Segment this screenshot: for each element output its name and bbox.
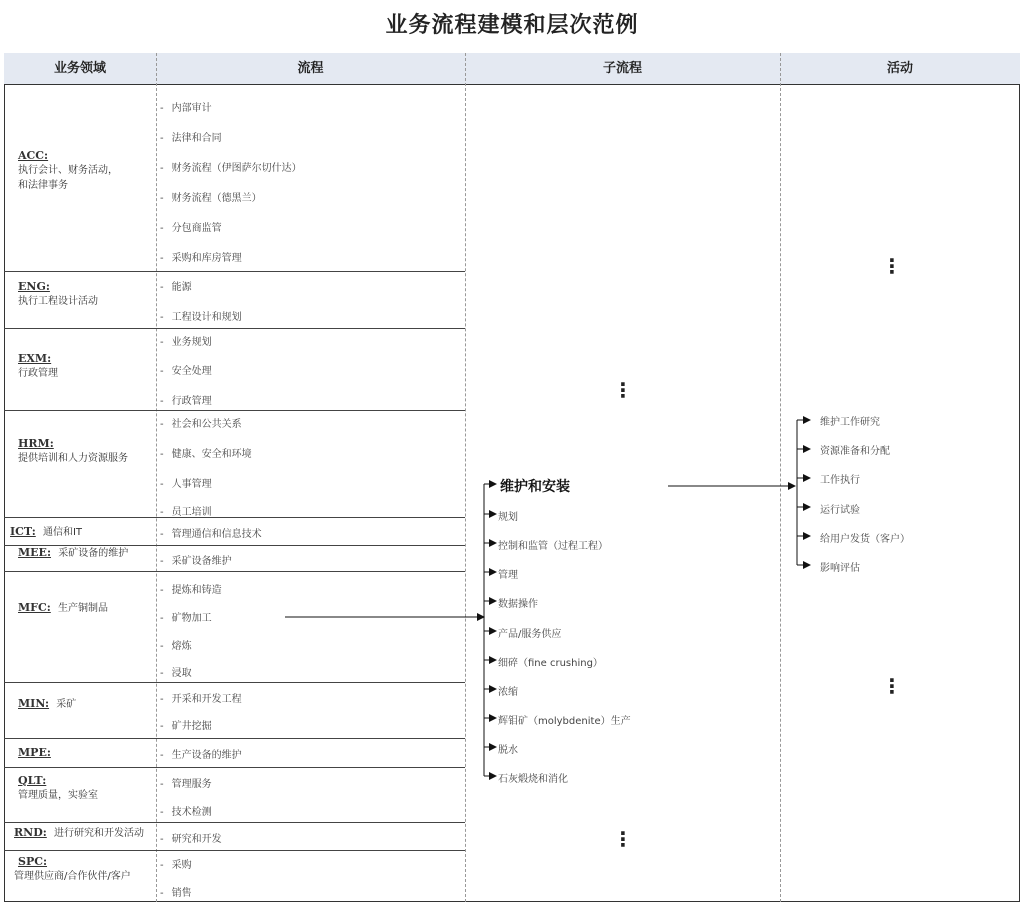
domain-desc: 行政管理: [18, 368, 58, 379]
domain-code: HRM:: [18, 437, 54, 450]
domain-code: RND:: [14, 826, 47, 839]
process-item: - 管理服务: [160, 775, 212, 790]
process-item: - 法律和合同: [160, 129, 222, 144]
activity-item: 影响评估: [820, 563, 860, 574]
domain-code: QLT:: [18, 774, 47, 787]
domain-desc: 采矿: [56, 699, 77, 710]
activity-item: 工作执行: [820, 475, 860, 486]
domain-desc: 执行会计、财务活动， 和法律事务: [18, 165, 118, 191]
domain-code: MFC:: [18, 601, 51, 614]
process-item: - 开采和开发工程: [160, 690, 242, 705]
domain-code: SPC:: [18, 855, 48, 868]
subprocess-item: 管理: [498, 570, 518, 581]
process-item: - 矿物加工: [160, 609, 212, 624]
process-item: - 销售: [160, 884, 192, 899]
process-item: - 分包商监管: [160, 219, 222, 234]
domain-desc: 采矿设备的维护: [58, 548, 129, 559]
domain-code: MIN:: [18, 697, 50, 710]
domain-desc: 进行研究和开发活动: [53, 828, 144, 839]
domain-desc: 管理质量，实验室: [18, 790, 98, 801]
process-item: - 矿井挖掘: [160, 717, 212, 732]
process-item: - 提炼和铸造: [160, 581, 222, 596]
subprocess-item: 辉钼矿（molybdenite）生产: [498, 716, 631, 727]
header-activity: 活动: [780, 53, 1020, 85]
ellipsis-icon: ⋮: [882, 254, 902, 278]
subprocess-item: 石灰煅烧和消化: [498, 774, 568, 785]
process-item: - 人事管理: [160, 475, 212, 490]
subprocess-item: 控制和监管（过程工程）: [498, 541, 608, 552]
process-item: - 能源: [160, 278, 192, 293]
process-item: - 健康、安全和环境: [160, 445, 252, 460]
activity-item: 运行试验: [820, 505, 860, 516]
domain-code: EXM:: [18, 352, 52, 365]
subprocess-item: 脱水: [498, 745, 518, 756]
process-item: - 工程设计和规划: [160, 308, 242, 323]
subprocess-item: 细碎（fine crushing）: [498, 658, 603, 669]
process-item: - 行政管理: [160, 392, 212, 407]
process-item: - 采购和库房管理: [160, 249, 242, 264]
activity-item: 给用户发货（客户）: [820, 534, 910, 545]
ellipsis-icon: ⋮: [613, 827, 633, 851]
domain-desc: 管理供应商/合作伙伴/客户: [14, 871, 131, 882]
activity-item: 资源准备和分配: [820, 446, 890, 457]
domain-code: MEE:: [18, 546, 52, 559]
subprocess-item: 产品/服务供应: [498, 629, 562, 640]
activity-item: 维护工作研究: [820, 417, 880, 428]
process-item: - 研究和开发: [160, 830, 222, 845]
ellipsis-icon: ⋮: [613, 378, 633, 402]
process-item: - 采矿设备维护: [160, 552, 232, 567]
process-item: - 财务流程（伊图萨尔切什达）: [160, 159, 302, 174]
process-item: - 生产设备的维护: [160, 746, 242, 761]
diagram-title: 业务流程建模和层次范例: [385, 13, 639, 38]
domain-desc: 提供培训和人力资源服务: [18, 453, 128, 464]
process-item: - 管理通信和信息技术: [160, 525, 262, 540]
header-domain: 业务领域: [4, 53, 156, 85]
process-item: - 业务规划: [160, 333, 212, 348]
domain-code: MPE:: [18, 746, 51, 759]
domain-code: ENG:: [18, 280, 50, 293]
process-item: - 安全处理: [160, 362, 212, 377]
process-item: - 财务流程（德黑兰）: [160, 189, 262, 204]
process-item: - 采购: [160, 856, 192, 871]
domain-desc: 通信和IT: [42, 527, 83, 538]
process-item: - 内部审计: [160, 99, 212, 114]
header-process: 流程: [156, 53, 465, 85]
domain-desc: 执行工程设计活动: [18, 296, 98, 307]
subprocess-item: 数据操作: [498, 599, 538, 610]
domain-code: ICT:: [10, 525, 36, 538]
process-item: - 员工培训: [160, 503, 212, 518]
process-item: - 社会和公共关系: [160, 415, 242, 430]
subprocess-item: 规划: [498, 512, 518, 523]
subprocess-item: 浓缩: [498, 687, 518, 698]
process-item: - 熔炼: [160, 637, 192, 652]
domain-desc: 生产铜制品: [58, 603, 108, 614]
header-subprocess: 子流程: [465, 53, 780, 85]
domain-code: ACC:: [18, 149, 49, 162]
process-item: - 浸取: [160, 664, 192, 679]
subprocess-item-main: 维护和安装: [500, 479, 570, 495]
process-item: - 技术检测: [160, 803, 212, 818]
ellipsis-icon: ⋮: [882, 674, 902, 698]
